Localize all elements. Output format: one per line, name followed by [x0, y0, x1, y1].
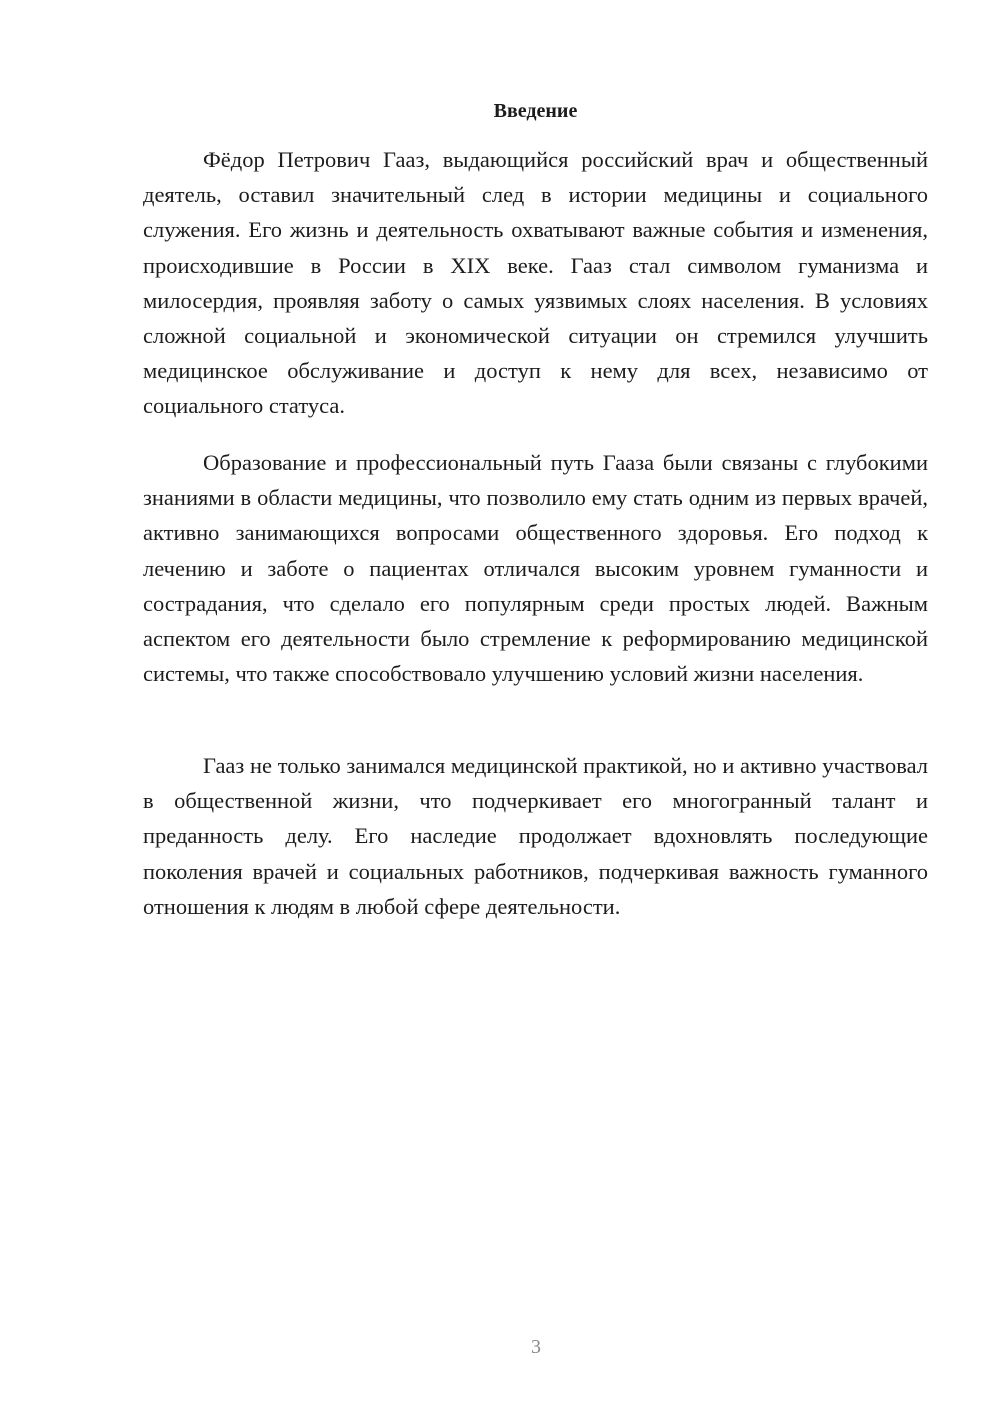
page-number: 3	[531, 1336, 541, 1358]
paragraph-1: Фёдор Петрович Гааз, выдающийся российский врач и общественный деятель, оставил значительный след в истории медицины и социального служения. Его жизнь и деятельность охватывают важные события и изменения, происходившие в России в XIX веке. Гааз стал символом гуманизма и милосердия, проявляя заботу о самых уязвимых слоях населения. В условиях сложной социальной и экономической ситуации он стремился улучшить медицинское обслуживание и доступ к нему для всех, независимо от социального статуса.	[143, 147, 928, 419]
section-heading: Введение	[493, 100, 578, 122]
paragraph-3: Гааз не только занимался медицинской практикой, но и активно участвовал в общественной жизни, что подчеркивает его многогранный талант и преданность делу. Его наследие продолжает вдохновлять последующие поколения врачей и социальных работников, подчеркивая важность гуманного отношения к людям в любой сфере деятельности.	[143, 753, 928, 919]
paragraph-2: Образование и профессиональный путь Гааза были связаны с глубокими знаниями в области медицины, что позволило ему стать одним из первых врачей, активно занимающихся вопросами общественного здоровья. Его подход к лечению и заботе о пациентах отличался высоким уровнем гуманности и сострадания, что сделало его популярным среди простых людей. Важным аспектом его деятельности было стремление к реформированию медицинской системы, что также способствовало улучшению условий жизни населения.	[143, 450, 928, 687]
